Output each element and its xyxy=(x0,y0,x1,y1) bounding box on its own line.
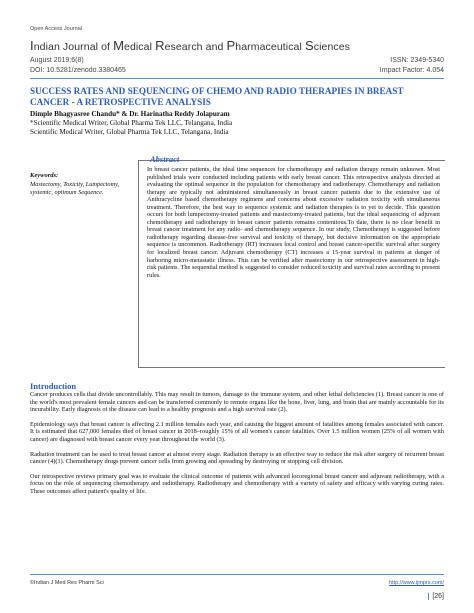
intro-paragraph-2: Epidemiology says that breast cancer is affecting 2.1 million females each year, and causing the biggest amount of fatalities among females associated with cancer. It is estimated that 627,000 females died of breast cancer in 2018–roughly 15% of all women's cancer fatalities. Over 1.5 million women (25% of all women with cancer) are diagnosed with breast cancer every year throughout the world (3). xyxy=(30,420,444,443)
impact-factor: Impact Factor: 4.054 xyxy=(379,67,444,74)
introduction-body xyxy=(30,391,444,503)
affiliation-1: *Scientific Medical Writer, Global Pharma Tek LLC, Telangana, India xyxy=(30,119,233,127)
journal-title-cap-4: P xyxy=(226,38,236,53)
journal-title-cap-2: M xyxy=(113,38,124,53)
footer-copyright: ©Indian J Med Res Pharm Sci xyxy=(30,580,104,586)
footer-divider xyxy=(30,574,444,575)
journal-label: Open Access Journal xyxy=(30,26,82,32)
journal-title-cap-5: S xyxy=(304,38,314,53)
journal-title-word-5: ciences xyxy=(313,41,351,53)
intro-paragraph-4: Our retrospective reviews primary goal was to evaluate the clinical outcome of patients with advanced locoregional breast cancer and adjuvant radiotherapy, with a focus on the role of sequencing chemotherapy and radiotherapy. Radiotherapy and chemotherapy with a variety of safety and efficacy with varying curing rates. These outcomes affect patient's quality of life. xyxy=(30,472,444,495)
introduction-heading: Introduction xyxy=(30,381,77,391)
keywords-heading: Keywords: xyxy=(30,172,59,179)
intro-paragraph-1: Cancer produces cells that divide uncontrollably. This may result in tumors, damage to the immune system, and other lethal deficiencies (1). Breast cancer is one of the world's most prevalent female cancers and can be transferred commonly to remote organs like the bone, liver, lung, and brain that are mainly accountable for its incurability. Early diagnosis of the disease can lead to a healthy prognosis and a high survival rate (2). xyxy=(30,391,444,414)
footer-journal-link[interactable]: http://www.ijmprs.com/ xyxy=(388,580,444,586)
page-number: [26] xyxy=(428,593,444,600)
article-title: SUCCESS RATES AND SEQUENCING OF CHEMO AND RADIO THERAPIES IN BREAST CANCER - A RETROSPECTIVE ANALYSIS xyxy=(30,86,404,107)
journal-title-word-4: harmaceutical xyxy=(235,41,305,53)
header-divider xyxy=(30,78,444,79)
journal-title-cap-1: I xyxy=(30,38,34,53)
issue-date: August 2019;6(8) xyxy=(30,57,84,64)
author-names: Dimple Bhagyasree Chandu* & Dr. Harinatha Reddy Jolapuram xyxy=(30,110,230,118)
abstract-heading: Abstract xyxy=(150,154,180,164)
journal-meta xyxy=(380,56,444,76)
affiliation-2: Scientific Medical Writer, Global Pharma Tek LLC, Telangana, India xyxy=(30,128,229,136)
issue-meta xyxy=(30,56,126,76)
keywords-text: Mastectomy, Toxicity, Lumpectomy, systemic, optimum Sequence. xyxy=(30,181,120,196)
journal-title xyxy=(30,38,350,53)
author-block xyxy=(30,110,444,137)
issn: ISSN: 2349-5340 xyxy=(390,57,444,64)
journal-title-word-1: ndian Journal of xyxy=(33,41,114,53)
journal-title-word-3: esearch and xyxy=(164,41,227,53)
doi: DOI: 10.5281/zenodo.3380465 xyxy=(30,67,126,74)
intro-paragraph-3: Radiation treatment can be used to treat breast cancer at almost every stage. Radiation therapy is an effective way to reduce the risk after surgery of recurrent breast cancer (4)(1). Chemotherapy drugs prevent cancer cells from growing and spreading by destroying or stopping cell division. xyxy=(30,450,444,466)
abstract-text: In breast cancer patients, the ideal time sequences for chemotherapy and radiation therapy remain unknown. Most published trials were conducted including patients with early breast cancer. This retrospective analysis directed at evaluating the optimal sequence in the population for chemotherapy and radiotherapy. Chemotherapy and radiation therapy are typically not administered simultaneously in breast cancer patients due to the extensive use of Anthracycline based chemotherapy regimens and concerns about excessive radiation toxicity with simultaneous treatment. Therefore, the best way to sequence systemic and radiation therapies is to yet to decide. This question occurs for both lumpectomy-treated patients and mastectomy-treated patients, but the ideal sequencing of adjuvant chemotherapy and radiotherapy in breast cancer patients remains contentious.To date, there is no clear benefit in breast cancer treatment for any radio- and chemotherapy sequence. In our study, Chemotherapy is suggested before radiotherapy regarding disease-free survival and toxicity of therapy, but decisive information on the appropriate sequence is uncommon. Radiotherapy (RT) increases local control and breast cancer-specific survival after surgery for localized breast cancer. Adjuvant chemotherapy (CT) increases a 15-year survival in patients at danger of harboring micro-metastatic illness. This can be verified after mastectomy in our retrospective assessment in high-risk patients. The sequential method is suggested to consider reduced toxicity and survival rates according to present rules. xyxy=(147,166,440,279)
journal-title-word-2: edical xyxy=(124,41,156,53)
journal-title-cap-3: R xyxy=(155,38,165,53)
